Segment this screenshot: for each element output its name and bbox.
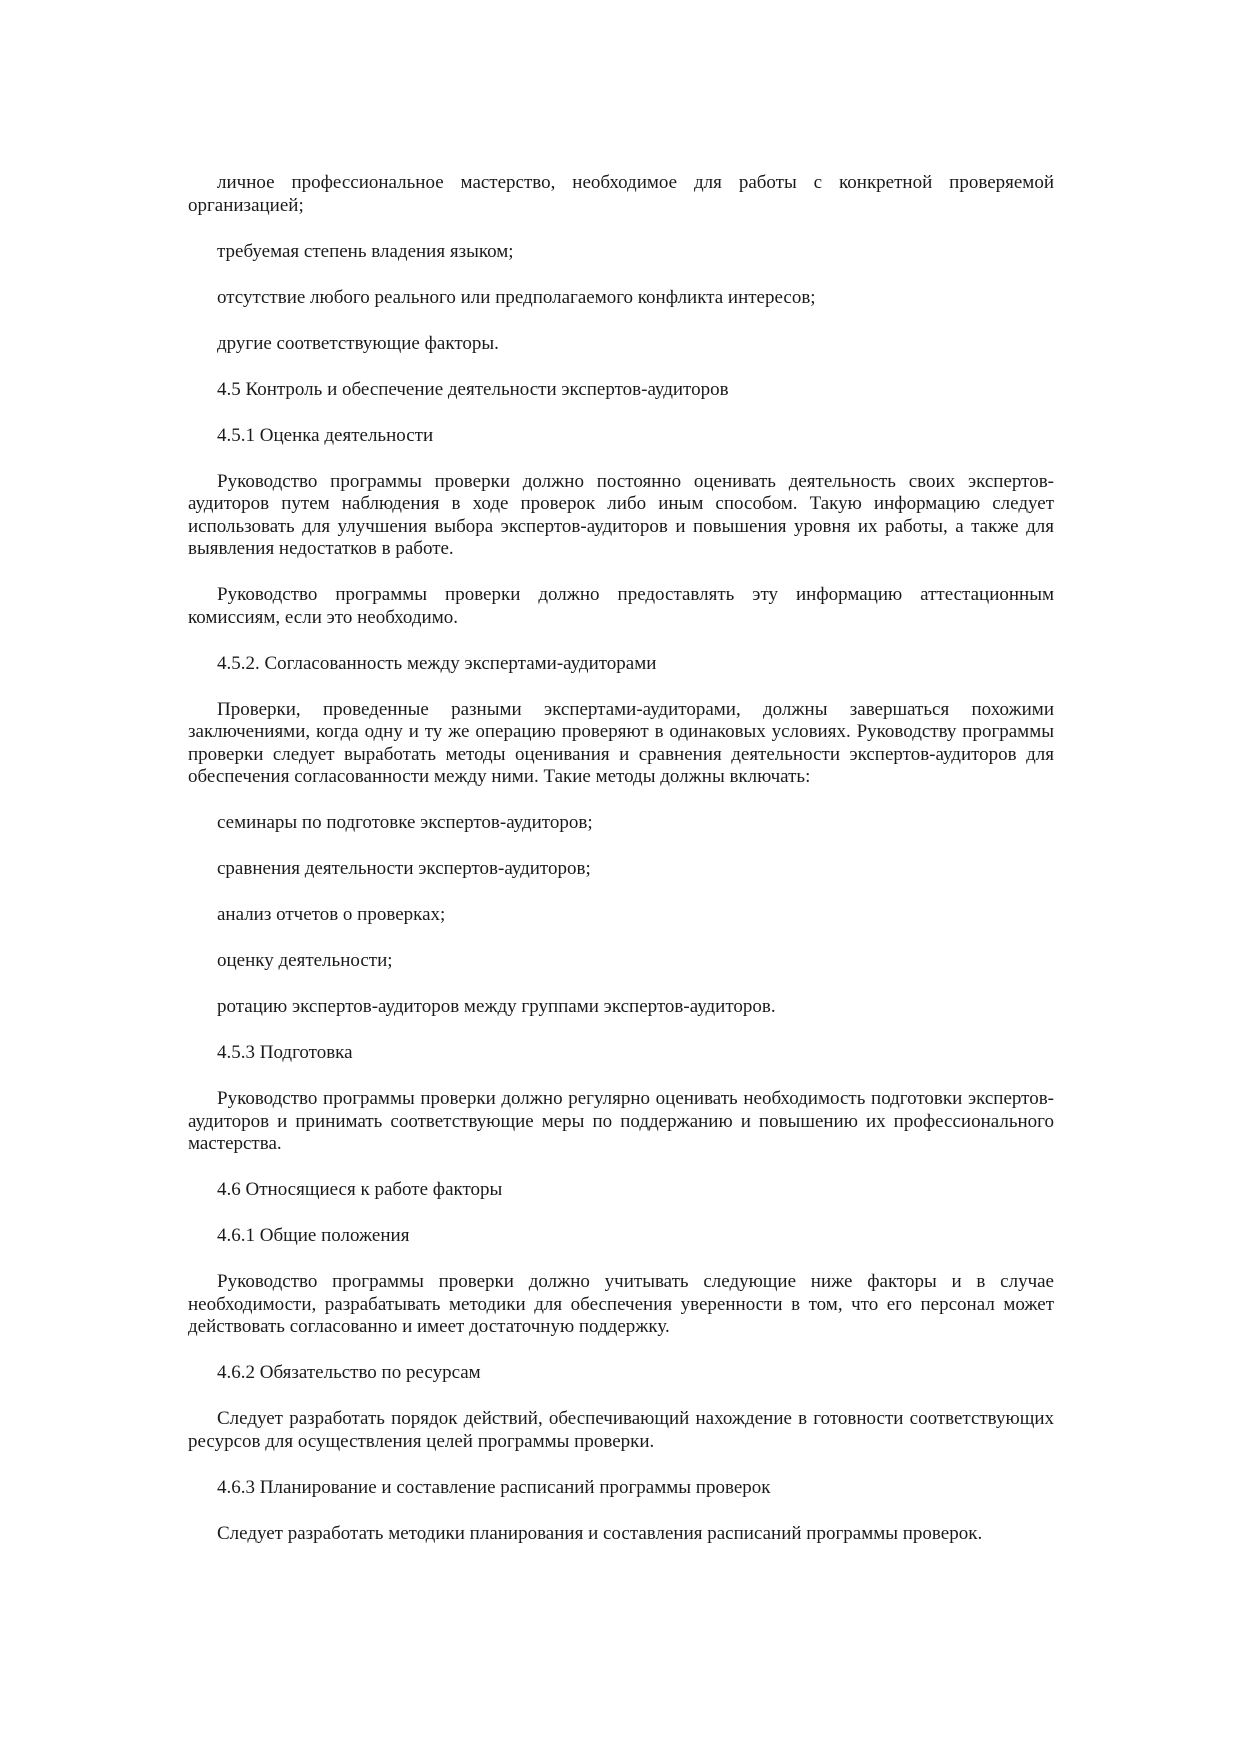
subsection-heading: 4.5.3 Подготовка (217, 1042, 353, 1063)
subsection-heading: 4.6.2 Обязательство по ресурсам (217, 1362, 481, 1383)
subsection-heading: 4.5.2. Согласованность между экспертами-аудиторами (217, 652, 657, 674)
list-item: личное профессиональное мастерство, необходимое для работы с конкретной проверяемой организацией; (188, 172, 1054, 216)
body-paragraph: Руководство программы проверки должно учитывать следующие ниже факторы и в случае необходимости, разрабатывать методики для обеспечения уверенности в том, что его персонал может действовать согласованно и имеет достаточную поддержку. (188, 1271, 1054, 1337)
body-paragraph: Руководство программы проверки должно постоянно оценивать деятельность своих экспертов-аудиторов путем наблюдения в ходе проверок либо иным способом. Такую информацию следует использовать для улучшения выбора экспертов-аудиторов и повышения уровня их работы, а также для выявления недостатков в работе. (188, 470, 1054, 559)
list-item: семинары по подготовке экспертов-аудиторов; (217, 812, 593, 833)
body-paragraph: Руководство программы проверки должно предоставлять эту информацию аттестационным комиссиям, если это необходимо. (188, 584, 1054, 628)
subsection-heading: 4.6.1 Общие положения (217, 1225, 410, 1246)
subsection-heading: 4.5.1 Оценка деятельности (217, 424, 434, 446)
list-item: сравнения деятельности экспертов-аудиторов; (217, 858, 591, 879)
subsection-heading: 4.6.3 Планирование и составление расписаний программы проверок (217, 1476, 771, 1498)
section-heading: 4.5 Контроль и обеспечение деятельности экспертов-аудиторов (217, 378, 729, 400)
list-item: другие соответствующие факторы. (217, 332, 499, 354)
list-item: анализ отчетов о проверках; (217, 904, 446, 925)
list-item: отсутствие любого реального или предполагаемого конфликта интересов; (217, 286, 816, 308)
body-paragraph: Руководство программы проверки должно регулярно оценивать необходимость подготовки экспертов-аудиторов и принимать соответствующие меры по поддержанию и повышению их профессионального мастерства. (188, 1088, 1054, 1154)
body-paragraph: Проверки, проведенные разными экспертами-аудиторами, должны завершаться похожими заключениями, когда одну и ту же операцию проверяют в одинаковых условиях. Руководству программы проверки следует выработать методы оценивания и сравнения деятельности экспертов-аудиторов для обеспечения согласованности между ними. Такие методы должны включать: (188, 698, 1054, 787)
body-paragraph: Следует разработать порядок действий, обеспечивающий нахождение в готовности соответствующих ресурсов для осуществления целей программы проверки. (188, 1408, 1054, 1452)
list-item: требуемая степень владения языком; (217, 240, 514, 262)
body-paragraph: Следует разработать методики планирования и составления расписаний программы проверок. (217, 1522, 983, 1544)
document-page (188, 172, 1054, 1569)
list-item: ротацию экспертов-аудиторов между группами экспертов-аудиторов. (217, 996, 776, 1017)
section-heading: 4.6 Относящиеся к работе факторы (217, 1179, 503, 1200)
list-item: оценку деятельности; (217, 950, 393, 971)
